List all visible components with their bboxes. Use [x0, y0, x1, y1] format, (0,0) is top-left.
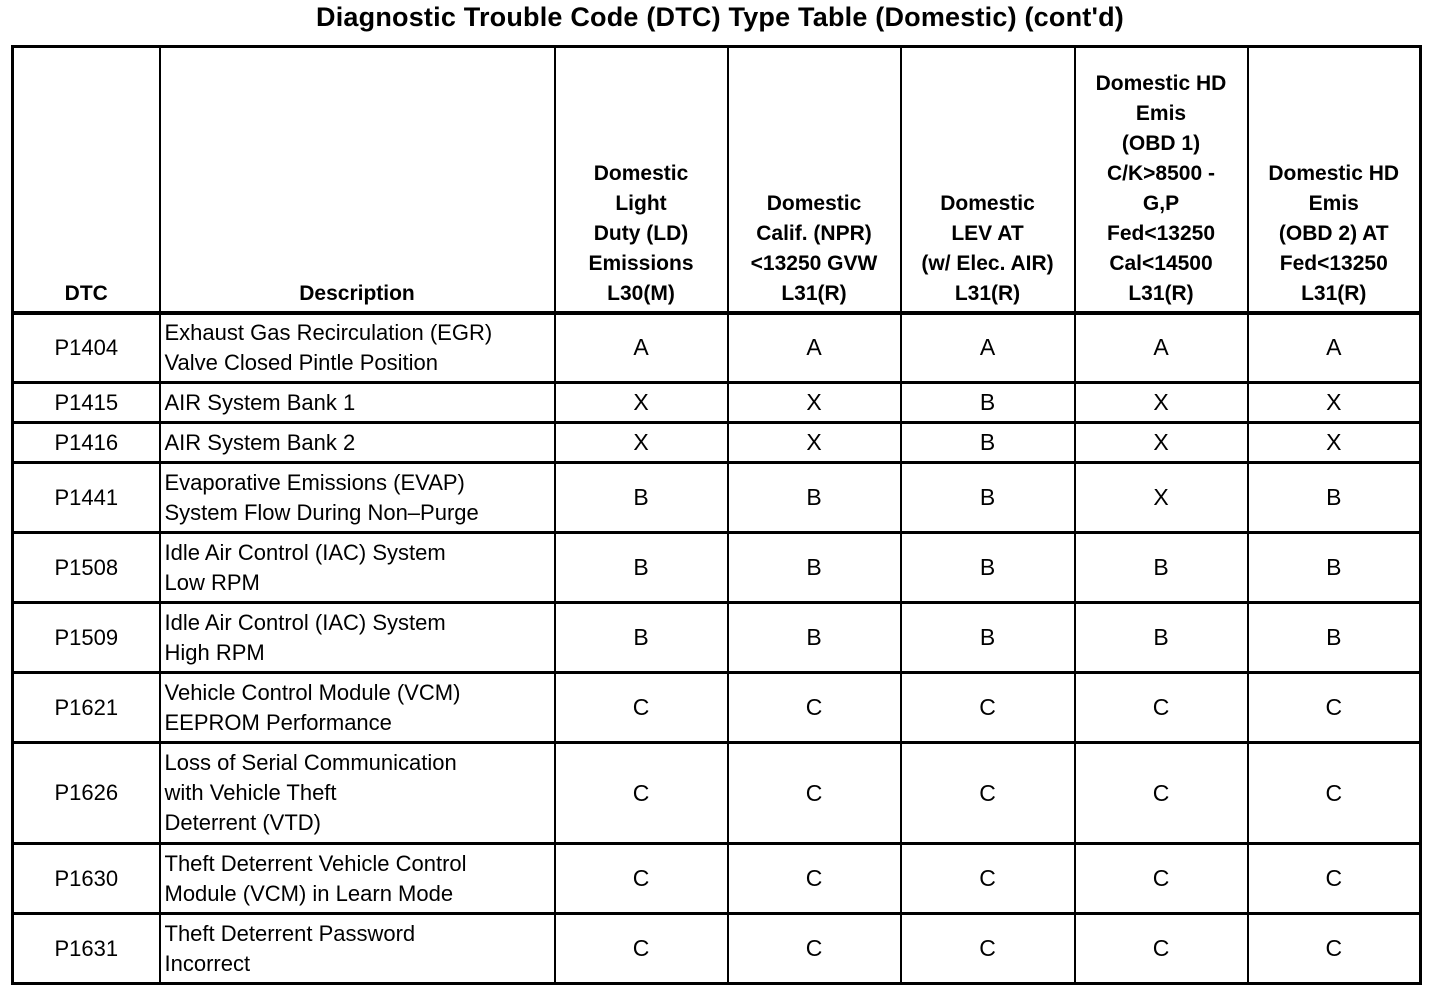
dtc-type-cell: C: [1075, 914, 1248, 984]
header-line: Domestic HD: [1095, 71, 1227, 95]
table-row: [13, 533, 1421, 603]
header-line: Emis: [1135, 101, 1187, 125]
header-description: Description: [160, 47, 555, 313]
header-domestic-calif: [728, 47, 901, 313]
dtc-type-cell: B: [1248, 603, 1421, 673]
description-line: Evaporative Emissions (EVAP): [164, 469, 465, 495]
dtc-type-cell: A: [555, 313, 728, 383]
header-line: Emis: [1308, 191, 1359, 215]
header-line: Emissions: [588, 251, 694, 275]
dtc-type-cell: C: [555, 673, 728, 743]
description-line: Vehicle Control Module (VCM): [164, 679, 461, 705]
dtc-type-cell: X: [555, 383, 728, 423]
dtc-type-cell: B: [1248, 463, 1421, 533]
description-line: AIR System Bank 1: [164, 389, 356, 415]
header-line: (w/ Elec. AIR): [921, 251, 1054, 275]
dtc-code: P1416: [13, 423, 160, 463]
dtc-type-cell: C: [1248, 673, 1421, 743]
description-line: Valve Closed Pintle Position: [164, 349, 439, 375]
table-title: Diagnostic Trouble Code (DTC) Type Table (Domestic) (cont'd): [316, 2, 1124, 32]
dtc-description: [160, 603, 555, 673]
dtc-type-cell: B: [901, 463, 1075, 533]
dtc-type-cell: C: [1075, 673, 1248, 743]
header-line: <13250 GVW: [750, 251, 878, 275]
description-line: System Flow During Non–Purge: [164, 499, 479, 525]
dtc-type-cell: C: [901, 743, 1075, 844]
dtc-type-cell: A: [901, 313, 1075, 383]
dtc-type-cell: C: [1248, 914, 1421, 984]
header-line: L31(R): [954, 281, 1021, 305]
description-line: Deterrent (VTD): [164, 810, 321, 835]
dtc-type-cell: X: [728, 383, 901, 423]
header-dtc: DTC: [13, 47, 160, 313]
header-line: Duty (LD): [593, 221, 689, 245]
dtc-description: [160, 423, 555, 463]
table-row: [13, 383, 1421, 423]
table-row: [13, 673, 1421, 743]
dtc-type-table: [11, 45, 1422, 985]
description-line: Theft Deterrent Password: [164, 920, 416, 946]
dtc-code: P1441: [13, 463, 160, 533]
dtc-type-cell: C: [555, 914, 728, 984]
dtc-type-cell: C: [1248, 844, 1421, 914]
dtc-type-cell: C: [901, 914, 1075, 984]
dtc-type-cell: C: [555, 743, 728, 844]
header-line: L30(M): [607, 281, 675, 305]
header-line: Light: [615, 191, 667, 215]
header-line: LEV AT: [951, 221, 1024, 245]
dtc-type-cell: B: [901, 383, 1075, 423]
dtc-type-cell: C: [1075, 743, 1248, 844]
dtc-type-cell: C: [1075, 844, 1248, 914]
dtc-code: P1415: [13, 383, 160, 423]
dtc-type-cell: B: [555, 603, 728, 673]
dtc-type-cell: B: [555, 463, 728, 533]
dtc-type-cell: C: [728, 914, 901, 984]
dtc-type-cell: B: [555, 533, 728, 603]
dtc-description: [160, 463, 555, 533]
description-line: EEPROM Performance: [164, 709, 392, 735]
table-row: [13, 844, 1421, 914]
dtc-code: P1508: [13, 533, 160, 603]
dtc-description: [160, 313, 555, 383]
dtc-description: [160, 673, 555, 743]
dtc-type-cell: X: [1248, 423, 1421, 463]
table-row: [13, 914, 1421, 984]
description-line: AIR System Bank 2: [164, 429, 356, 455]
header-line: Domestic: [593, 161, 689, 185]
description-line: High RPM: [164, 639, 265, 665]
table-row: [13, 463, 1421, 533]
dtc-description: [160, 844, 555, 914]
description-line: Module (VCM) in Learn Mode: [164, 880, 454, 906]
table-row: [13, 423, 1421, 463]
dtc-code: P1626: [13, 743, 160, 844]
dtc-type-cell: A: [728, 313, 901, 383]
header-line: L31(R): [781, 281, 847, 305]
header-line: Fed<13250: [1107, 221, 1215, 245]
dtc-type-cell: A: [1075, 313, 1248, 383]
description-line: Low RPM: [164, 569, 260, 595]
dtc-type-cell: B: [728, 463, 901, 533]
dtc-type-cell: C: [1248, 743, 1421, 844]
description-line: Idle Air Control (IAC) System: [164, 539, 446, 565]
header-line: (OBD 2) AT: [1278, 221, 1389, 245]
header-line: Fed<13250: [1279, 251, 1388, 275]
header-line: Cal<14500: [1109, 251, 1213, 275]
dtc-type-cell: A: [1248, 313, 1421, 383]
dtc-type-cell: X: [1075, 423, 1248, 463]
header-line: Domestic HD: [1268, 161, 1400, 185]
dtc-type-cell: C: [901, 673, 1075, 743]
dtc-description: [160, 743, 555, 844]
dtc-type-cell: B: [901, 603, 1075, 673]
dtc-type-cell: B: [728, 533, 901, 603]
header-row: [13, 47, 1421, 313]
dtc-code: P1509: [13, 603, 160, 673]
table-body: [13, 313, 1421, 984]
dtc-type-cell: B: [728, 603, 901, 673]
dtc-code: P1621: [13, 673, 160, 743]
description-line: Exhaust Gas Recirculation (EGR): [164, 319, 493, 345]
header-line: Domestic: [940, 191, 1035, 215]
header-domestic-hd-obd1: [1075, 47, 1248, 313]
description-line: Theft Deterrent Vehicle Control: [164, 850, 467, 876]
dtc-type-cell: C: [728, 844, 901, 914]
dtc-code: P1630: [13, 844, 160, 914]
dtc-type-cell: C: [901, 844, 1075, 914]
dtc-type-cell: C: [728, 743, 901, 844]
dtc-description: [160, 383, 555, 423]
header-line: G,P: [1142, 191, 1180, 215]
header-line: Calif. (NPR): [756, 221, 872, 245]
header-domestic-ld: [555, 47, 728, 313]
dtc-type-cell: X: [1075, 383, 1248, 423]
table-row: [13, 743, 1421, 844]
header-domestic-hd-obd2: [1248, 47, 1421, 313]
header-line: L31(R): [1301, 281, 1367, 305]
description-line: with Vehicle Theft: [164, 780, 337, 805]
dtc-description: [160, 914, 555, 984]
header-line: Domestic: [766, 191, 862, 215]
header-line: (OBD 1): [1121, 131, 1201, 155]
dtc-type-cell: X: [1248, 383, 1421, 423]
dtc-type-cell: X: [555, 423, 728, 463]
dtc-type-cell: B: [901, 423, 1075, 463]
dtc-type-cell: B: [901, 533, 1075, 603]
dtc-code: P1404: [13, 313, 160, 383]
dtc-type-cell: X: [1075, 463, 1248, 533]
dtc-description: [160, 533, 555, 603]
dtc-type-cell: X: [728, 423, 901, 463]
table-row: [13, 603, 1421, 673]
dtc-type-cell: B: [1075, 533, 1248, 603]
dtc-type-cell: B: [1248, 533, 1421, 603]
table-row: [13, 313, 1421, 383]
header-domestic-lev: [901, 47, 1075, 313]
description-line: Idle Air Control (IAC) System: [164, 609, 446, 635]
dtc-type-cell: C: [555, 844, 728, 914]
dtc-type-cell: C: [728, 673, 901, 743]
header-line: C/K>8500 -: [1107, 161, 1215, 185]
dtc-code: P1631: [13, 914, 160, 984]
header-line: L31(R): [1128, 281, 1194, 305]
dtc-type-cell: B: [1075, 603, 1248, 673]
description-line: Incorrect: [164, 950, 251, 976]
description-line: Loss of Serial Communication: [164, 750, 457, 775]
